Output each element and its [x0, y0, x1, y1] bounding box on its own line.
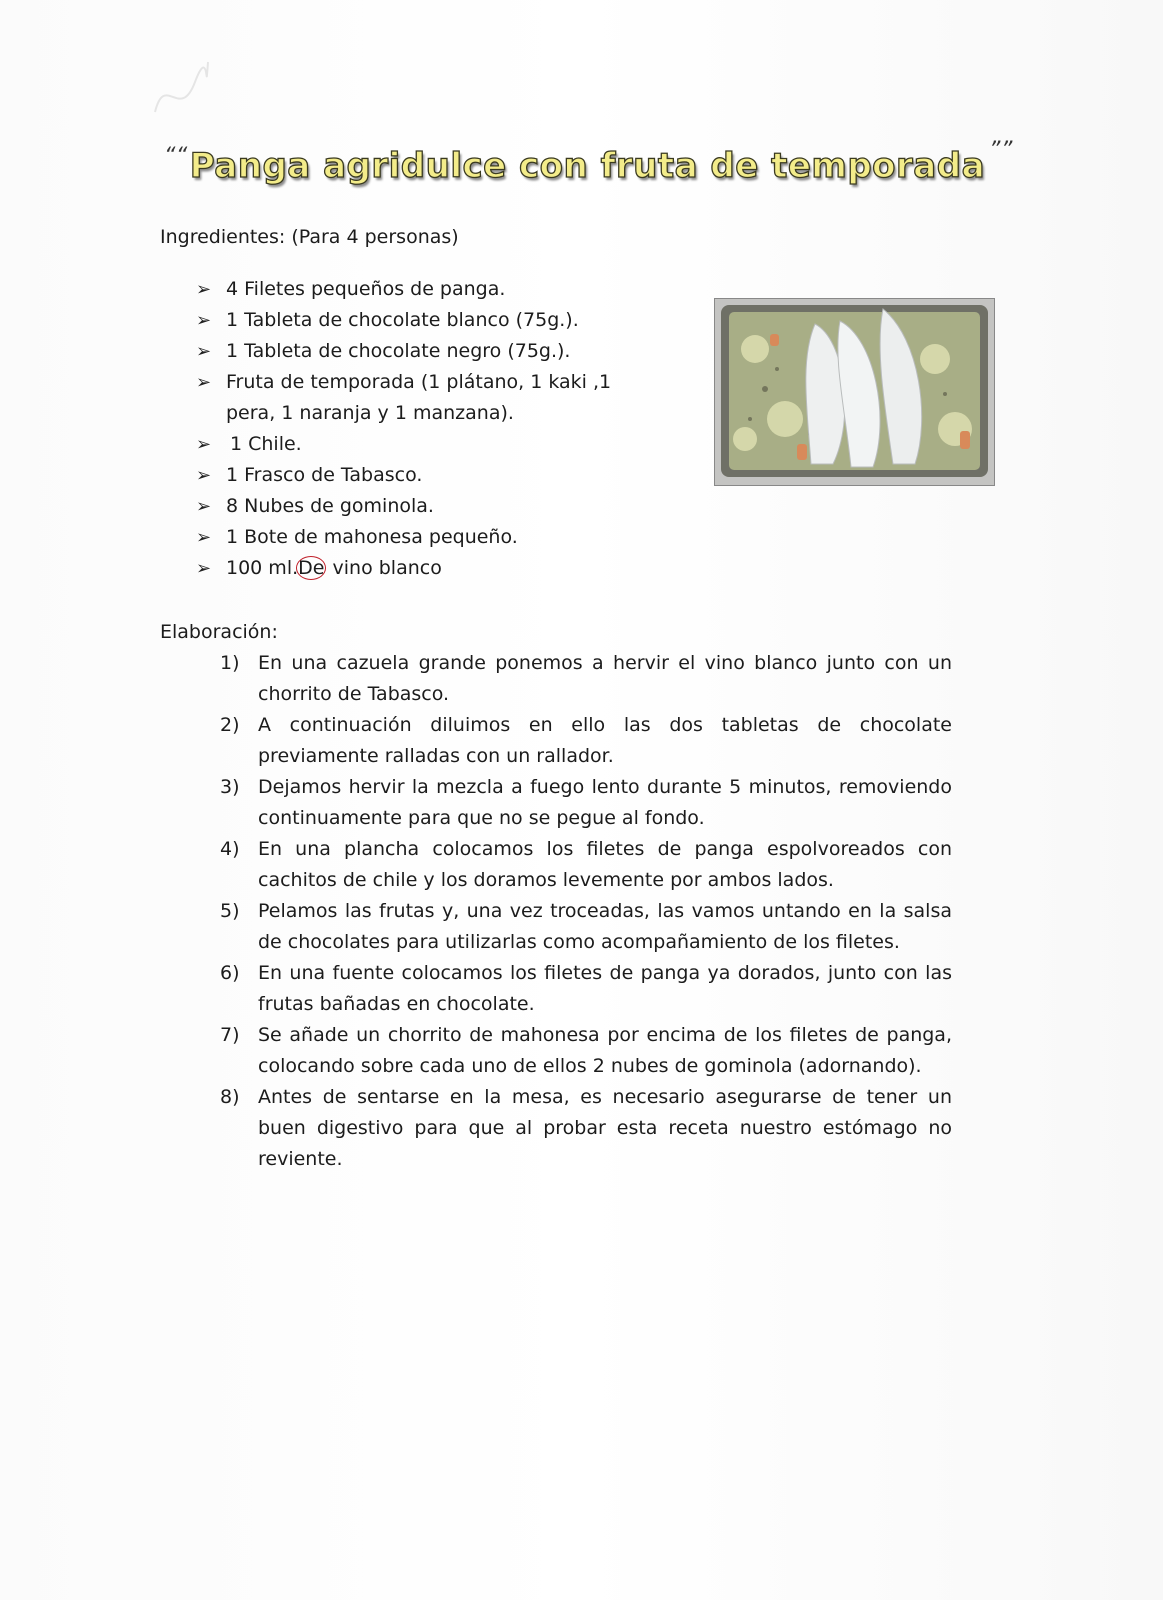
step-text: A continuación diluimos en ello las dos tabletas de chocolate previamente ralladas con un rallador.: [258, 714, 952, 767]
ingredient-item: [196, 336, 666, 367]
ingredients-heading: Ingredientes: (Para 4 personas): [160, 226, 459, 248]
method-step: [220, 1082, 952, 1175]
bullet-arrow-icon: ➢: [196, 496, 212, 517]
recipe-title: [164, 138, 1013, 186]
ingredient-item: [196, 274, 666, 305]
step-text: Antes de sentarse en la mesa, es necesario asegurarse de tener un buen digestivo para que al probar esta receta nuestro estómago no reviente.: [258, 1086, 952, 1170]
title-open-quote: ““: [164, 144, 188, 169]
bullet-arrow-icon: ➢: [196, 310, 212, 331]
correction-circle: De: [298, 557, 325, 579]
step-number: 6): [220, 962, 240, 984]
bullet-arrow-icon: ➢: [196, 434, 212, 455]
step-text: En una fuente colocamos los filetes de panga ya dorados, junto con las frutas bañadas en chocolate.: [258, 962, 952, 1015]
dish-photo: [714, 298, 995, 486]
ingredient-text: 8 Nubes de gominola.: [226, 495, 434, 517]
baking-tray-image: [715, 299, 994, 485]
step-text: Dejamos hervir la mezcla a fuego lento durante 5 minutos, removiendo continuamente para que no se pegue al fondo.: [258, 776, 952, 829]
ingredient-text: 1 Frasco de Tabasco.: [226, 464, 423, 486]
method-heading: Elaboración:: [160, 621, 278, 643]
method-step: [220, 834, 952, 896]
step-text: Pelamos las frutas y, una vez troceadas, las vamos untando en la salsa de chocolates para utilizarlas como acompañamiento de los filetes.: [258, 900, 952, 953]
method-step: [220, 710, 952, 772]
ingredient-item: [196, 522, 666, 553]
step-text: En una plancha colocamos los filetes de panga espolvoreados con cachitos de chile y los doramos levemente por ambos lados.: [258, 838, 952, 891]
bullet-arrow-icon: ➢: [196, 558, 212, 579]
method-step: [220, 1020, 952, 1082]
recipe-title-text: Panga agridulce con fruta de temporada: [189, 146, 986, 186]
ingredient-item: [196, 367, 666, 429]
ingredient-item: [196, 491, 666, 522]
step-number: 7): [220, 1024, 240, 1046]
bullet-arrow-icon: ➢: [196, 372, 212, 393]
ingredient-last-prefix: 100 ml.: [226, 557, 299, 579]
ingredient-text: 1 Chile.: [230, 433, 302, 455]
bullet-arrow-icon: ➢: [196, 341, 212, 362]
ingredient-last-suffix: vino blanco: [326, 557, 442, 579]
method-step: [220, 896, 952, 958]
ingredients-list: [196, 274, 666, 584]
ingredient-item: [196, 460, 666, 491]
step-number: 3): [220, 776, 240, 798]
ingredient-text: Fruta de temporada (1 plátano, 1 kaki ,1 pera, 1 naranja y 1 manzana).: [226, 371, 612, 424]
step-text: Se añade un chorrito de mahonesa por encima de los filetes de panga, colocando sobre cada uno de ellos 2 nubes de gominola (adornando).: [258, 1024, 952, 1077]
step-number: 4): [220, 838, 240, 860]
ingredient-text: 4 Filetes pequeños de panga.: [226, 278, 506, 300]
step-number: 5): [220, 900, 240, 922]
step-number: 8): [220, 1086, 240, 1108]
step-number: 1): [220, 652, 240, 674]
bullet-arrow-icon: ➢: [196, 527, 212, 548]
step-text: En una cazuela grande ponemos a hervir el vino blanco junto con un chorrito de Tabasco.: [258, 652, 952, 705]
method-step: [220, 648, 952, 710]
bullet-arrow-icon: ➢: [196, 465, 212, 486]
ingredient-item-last: [196, 553, 666, 584]
step-number: 2): [220, 714, 240, 736]
method-step: [220, 772, 952, 834]
ingredient-text: 1 Tableta de chocolate blanco (75g.).: [226, 309, 579, 331]
title-close-quote: ””: [989, 138, 1013, 163]
ingredient-text: 1 Tableta de chocolate negro (75g.).: [226, 340, 571, 362]
method-step: [220, 958, 952, 1020]
ingredient-item: [196, 305, 666, 336]
faint-pencil-mark: [150, 52, 210, 132]
method-steps: [220, 648, 952, 1175]
ingredient-item: [196, 429, 666, 460]
bullet-arrow-icon: ➢: [196, 279, 212, 300]
ingredient-text: 1 Bote de mahonesa pequeño.: [226, 526, 518, 548]
